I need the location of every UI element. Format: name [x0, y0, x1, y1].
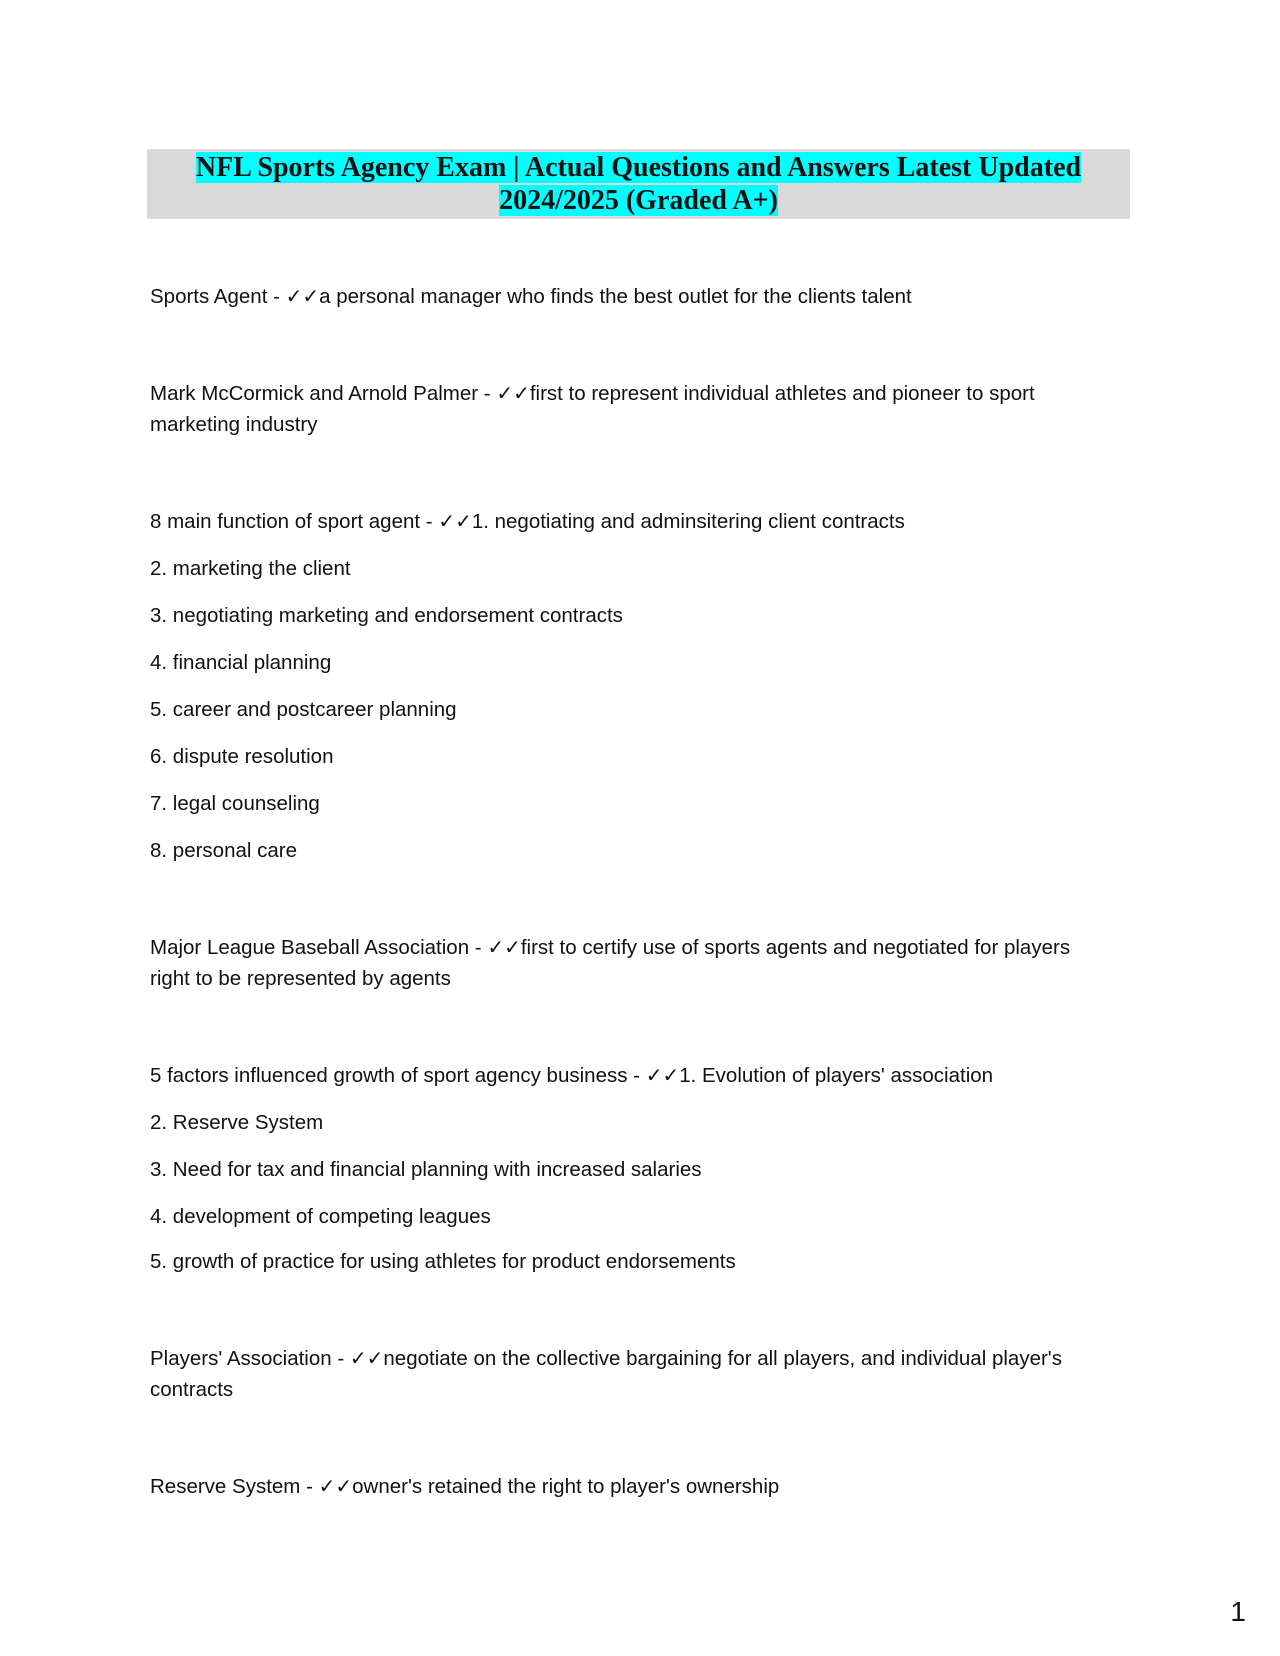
answer: a personal manager who finds the best outlet for the clients talent — [319, 285, 912, 308]
list-item: 5. career and postcareer planning — [150, 698, 457, 721]
entry-mccormick-palmer — [150, 378, 1110, 440]
answer: first to certify use of sports agents and negotiated for players right to be represented by agents — [150, 936, 1071, 990]
entry-sports-agent — [150, 281, 912, 312]
answer: first to represent individual athletes and pioneer to sport marketing industry — [150, 382, 1035, 436]
list-item: 7. legal counseling — [150, 792, 320, 815]
document-title — [147, 149, 1130, 219]
double-check-icon: ✓✓ — [318, 1474, 353, 1498]
double-check-icon: ✓✓ — [496, 381, 530, 405]
term: 5 factors influenced growth of sport agency business - — [150, 1064, 646, 1087]
entry-mlb-association — [150, 932, 1110, 994]
answer: 1. negotiating and adminsitering client contracts — [471, 510, 905, 533]
term: Players' Association - — [150, 1347, 350, 1370]
list-item: 6. dispute resolution — [150, 745, 334, 768]
answer: owner's retained the right to player's ownership — [352, 1475, 780, 1498]
double-check-icon: ✓✓ — [645, 1063, 680, 1087]
title-line-1: NFL Sports Agency Exam | Actual Questions and Answers Latest Updated — [195, 152, 1082, 183]
term: Major League Baseball Association - — [150, 936, 488, 959]
term: Sports Agent - — [150, 285, 286, 308]
entry-eight-functions — [150, 506, 905, 537]
list-item: 3. Need for tax and financial planning with increased salaries — [150, 1158, 702, 1181]
list-item: 2. marketing the client — [150, 557, 351, 580]
term: Reserve System - — [150, 1475, 319, 1498]
list-item: 4. development of competing leagues — [150, 1205, 491, 1228]
list-item: 4. financial planning — [150, 651, 332, 674]
answer: 1. Evolution of players' association — [679, 1064, 994, 1087]
title-line-2: 2024/2025 (Graded A+) — [499, 185, 778, 216]
term: 8 main function of sport agent - — [150, 510, 439, 533]
entry-reserve-system — [150, 1471, 779, 1502]
list-item: 2. Reserve System — [150, 1111, 324, 1134]
list-item: 5. growth of practice for using athletes for product endorsements — [150, 1250, 736, 1273]
answer: negotiate on the collective bargaining for all players, and individual player's contracts — [150, 1347, 1062, 1401]
double-check-icon: ✓✓ — [349, 1346, 384, 1370]
double-check-icon: ✓✓ — [285, 284, 320, 308]
page-number: 1 — [1230, 1596, 1246, 1627]
entry-players-association — [150, 1343, 1110, 1405]
list-item: 8. personal care — [150, 839, 298, 862]
list-item: 3. negotiating marketing and endorsement contracts — [150, 604, 623, 627]
double-check-icon: ✓✓ — [487, 935, 521, 959]
double-check-icon: ✓✓ — [438, 509, 472, 533]
term: Mark McCormick and Arnold Palmer - — [150, 382, 497, 405]
entry-five-factors — [150, 1060, 993, 1091]
